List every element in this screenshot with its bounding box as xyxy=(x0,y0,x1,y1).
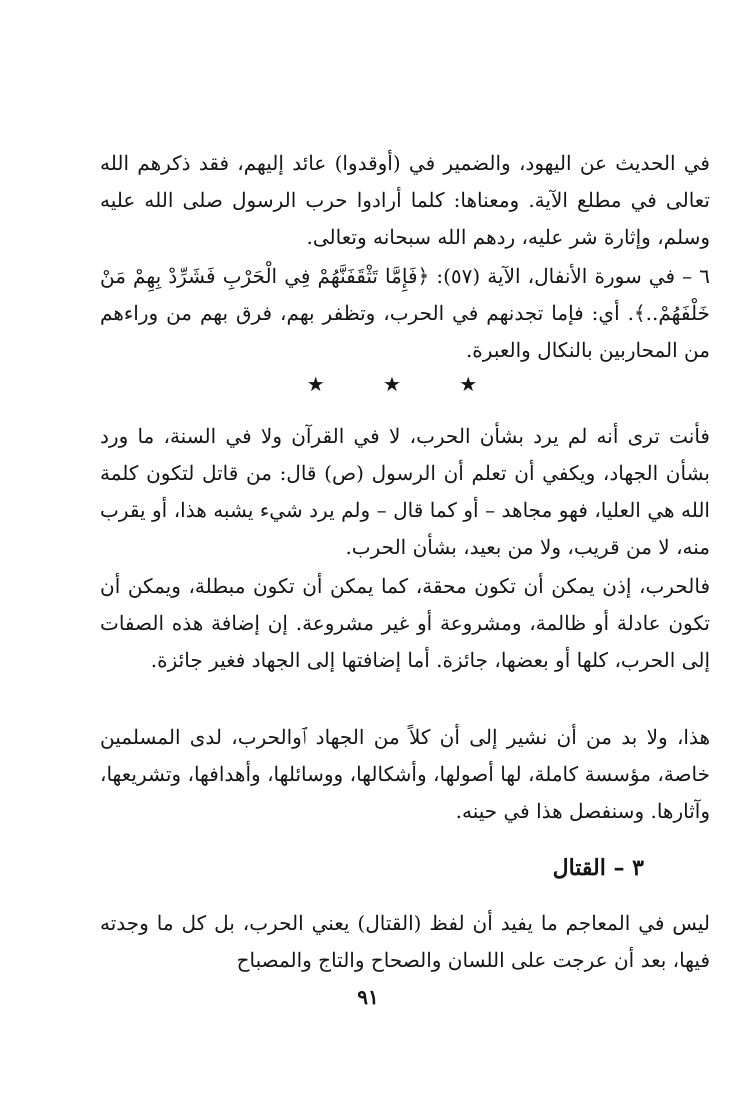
paragraph-dictionaries: ليس في المعاجم ما يفيد أن لفظ (القتال) يعني الحرب، بل كل ما وجدته فيها، بعد أن عرجت على اللسان والصحاح والتاج والمصباح xyxy=(100,911,710,972)
section-separator-stars: ★ ★ ★ xyxy=(306,372,504,396)
section-heading-qital: ٣ – القتال xyxy=(552,855,644,881)
paragraph-jews-context: في الحديث عن اليهود، والضمير في (أوقدوا) عائد إليهم، فقد ذكرهم الله تعالى في مطلع الآية. ومعناها: كلما أرادوا حرب الرسول صلى الله عليه وسلم، وإثارة شر عليه، ردهم الله سبحانه وتعالى. xyxy=(100,151,710,249)
paragraph-institutions: هذا، ولا بد من أن نشير إلى أن كلاً من الجهاد ﭐوالحرب، لدى المسلمين خاصة، مؤسسة كاملة، لها أصولها، وأشكالها، ووسائلها، وأهدافها، وتشريعها، وآثارها. وسنفصل هذا في حينه. xyxy=(100,725,710,823)
paragraph-war-attributes: فالحرب، إذن يمكن أن تكون محقة، كما يمكن أن تكون مبطلة، ويمكن أن تكون عادلة أو ظالمة، ومشروعة أو غير مشروعة. إن إضافة هذه الصفات إلى الحرب، كلها أو بعضها، جائزة. أما إضافتها إلى الجهاد فغير جائزة. xyxy=(100,574,710,672)
paragraph-anfal-verse: ٦ – في سورة الأنفال، الآية (٥٧): ﴿فَإِمَّا تَثْقَفَنَّهُمْ فِي الْحَرْبِ فَشَرِّدْ بِهِمْ مَنْ خَلْفَهُمْ..﴾. أي: فإما تجدنهم في الحرب، وتظفر بهم، فرق بهم من وراءهم من المحاربين بالنكال والعبرة. xyxy=(100,264,710,362)
page-number: ٩١ xyxy=(357,985,379,1009)
paragraph-war-vs-jihad: فأنت ترى أنه لم يرد بشأن الحرب، لا في القرآن ولا في السنة، ما ورد بشأن الجهاد، ويكفي أن تعلم أن الرسول (ص) قال: من قاتل لتكون كلمة الله هي العليا، فهو مجاهد – أو كما قال – ولم يرد شيء يشبه هذا، أو يقرب منه، لا من قريب، ولا من بعيد، بشأن الحرب. xyxy=(100,424,710,559)
